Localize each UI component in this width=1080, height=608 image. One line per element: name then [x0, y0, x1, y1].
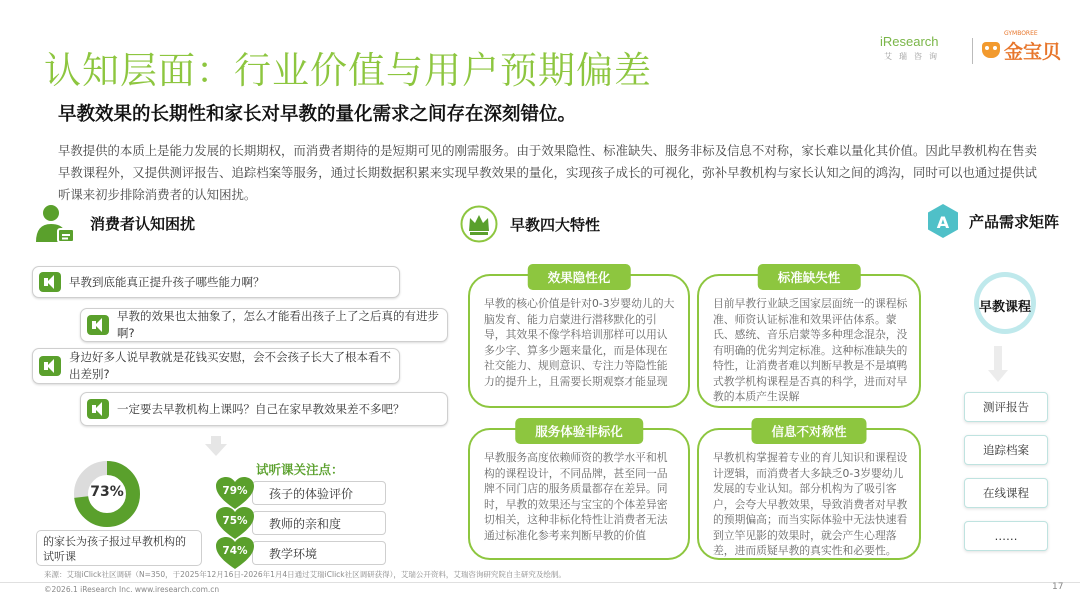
question-bubble [80, 308, 448, 342]
speaker-icon [39, 272, 61, 292]
logo-divider [972, 38, 973, 64]
speaker-icon [87, 399, 109, 419]
trial-heading: 试听课关注点： [256, 462, 344, 477]
feature-card-title: 标准缺失性 [758, 264, 861, 290]
arrow-down-icon [988, 346, 1008, 382]
trial-item-pct: 74% [222, 545, 248, 557]
jinbaobei-logo [982, 29, 1062, 64]
matrix-item: 测评报告 [964, 392, 1048, 422]
trial-item-label: 孩子的体验评价 [252, 481, 386, 505]
jinbaobei-logo-text: 金宝贝 [1004, 40, 1062, 63]
trial-item-pct: 75% [222, 515, 248, 527]
feature-card-title: 信息不对称性 [751, 418, 866, 444]
matrix-section-header [927, 203, 1059, 239]
trial-item-pct: 79% [222, 485, 248, 497]
page-title: 认知层面：行业价值与用户预期偏差 [44, 49, 652, 92]
feature-card-body: 早教服务高度依赖师资的教学水平和机构的课程设计，不同品牌，甚至同一品牌不同门店的服务质量都存在差异。同时，早教的效果还与宝宝的个体差异密切相关，这种非标化特性让消费者无法通过标准化参考来判断早教的价值 [484, 451, 668, 542]
question-text: 身边好多人说早教就是花钱买安慰，会不会孩子长大了根本看不出差别? [69, 350, 391, 381]
question-text: 一定要去早教机构上课吗？自己在家早教效果差不多吧？ [117, 401, 405, 416]
arrow-down-icon [205, 436, 227, 456]
core-product-label: 早教课程 [978, 300, 1031, 315]
speaker-icon [39, 356, 61, 376]
crown-icon [460, 205, 498, 243]
trial-item [216, 480, 386, 506]
footer-divider [0, 582, 1080, 583]
feature-card [697, 270, 921, 408]
question-bubble [80, 392, 448, 426]
features-section-title: 早教四大特性 [510, 215, 601, 234]
matrix-item: 在线课程 [964, 478, 1048, 508]
feature-card-title: 服务体验非标化 [515, 418, 643, 444]
feature-card [468, 270, 690, 408]
feature-card-body: 目前早教行业缺乏国家层面统一的课程标准、师资认证标准和效果评估体系。蒙氏、感统、音乐启蒙等多种理念混杂，没有明确的优劣判定标准。这种标准缺失的特性，让消费者难以判断早教是不是填鸭式教学机构课程是否真的科学，进而对早教的本质产生误解 [713, 297, 908, 403]
user-card-icon [34, 202, 76, 244]
trial-item [216, 510, 386, 536]
question-text: 早教的效果也太抽象了，怎么才能看出孩子上了之后真的有进步啊? [117, 309, 439, 340]
feature-card [697, 424, 921, 560]
matrix-section-title: 产品需求矩阵 [969, 212, 1060, 231]
donut-caption: 的家长为孩子报过早教机构的试听课 [36, 530, 202, 566]
trial-item-label: 教师的亲和度 [252, 511, 386, 535]
svg-text:A: A [936, 213, 950, 232]
feature-card [468, 424, 690, 560]
page-subtitle: 早教效果的长期性和家长对早教的量化需求之间存在深刻错位。 [58, 104, 577, 125]
page-number: 17 [1052, 582, 1064, 592]
trial-item-label: 教学环境 [252, 541, 386, 565]
footer-copyright: ©2026.1 iResearch Inc. www.iresearch.com.cn [44, 585, 220, 594]
feature-card-body: 早教的核心价值是针对0-3岁婴幼儿的大脑发育、能力启蒙进行潜移默化的引导，其效果不像学科培训那样可以用认多少字、算多少题来量化，而是体现在社交能力、规则意识、专注力等隐性能力的提升上，且需要长期观察才能显现 [484, 297, 675, 388]
feature-card-body: 早教机构掌握着专业的育儿知识和课程设计逻辑，而消费者大多缺乏0-3岁婴幼儿发展的专业认知。部分机构为了吸引客户，会夸大早教效果，导致消费者对早教的预期偏高；而当实际体验中无法快速看到立竿见影的效果时，就会产生心理落差，进而质疑早教的真实性和必要性。 [713, 451, 908, 557]
matrix-item: …… [964, 521, 1048, 551]
footer-source: 来源：艾瑞iClick社区调研（N=350，于2025年12月16日-2026年1月4日通过艾瑞iClick社区调研获得），艾瑞公开资料，艾瑞咨询研究院自主研究及绘制。 [44, 570, 566, 579]
iresearch-logo-text: iResearch [880, 34, 939, 49]
speaker-icon [87, 315, 109, 335]
product-a-icon [927, 203, 959, 239]
intro-paragraph: 早教提供的本质上是能力发展的长期期权，而消费者期待的是短期可见的刚需服务。由于效果隐性、标准缺失、服务非标及信息不对称，家长难以量化其价值。因此早教机构在售卖早教课程外，又提供测评报告、追踪档案等服务，通过长期数据积累来实现早教效果的量化，实现孩子成长的可视化，弥补早教机构与家长认知之间的鸿沟，同时可以也通过提供试听课来初步排除消费者的认知困扰。 [58, 143, 1037, 202]
feature-card-title: 效果隐性化 [528, 264, 631, 290]
trial-item [216, 540, 386, 566]
jinbaobei-logo-small: GYMBOREE [1004, 29, 1038, 37]
question-bubble [32, 266, 400, 298]
jinbaobei-icon [982, 42, 1000, 58]
consumer-section-title: 消费者认知困扰 [90, 214, 196, 233]
question-bubble [32, 348, 400, 384]
iresearch-logo-sub: 艾瑞咨询 [884, 52, 944, 61]
donut-percent: 73% [90, 484, 124, 500]
features-section-header [460, 205, 600, 243]
question-text: 早教到底能真正提升孩子哪些能力啊？ [69, 274, 265, 289]
iresearch-logo [880, 34, 962, 68]
consumer-section-header [34, 202, 195, 244]
matrix-item: 追踪档案 [964, 435, 1048, 465]
